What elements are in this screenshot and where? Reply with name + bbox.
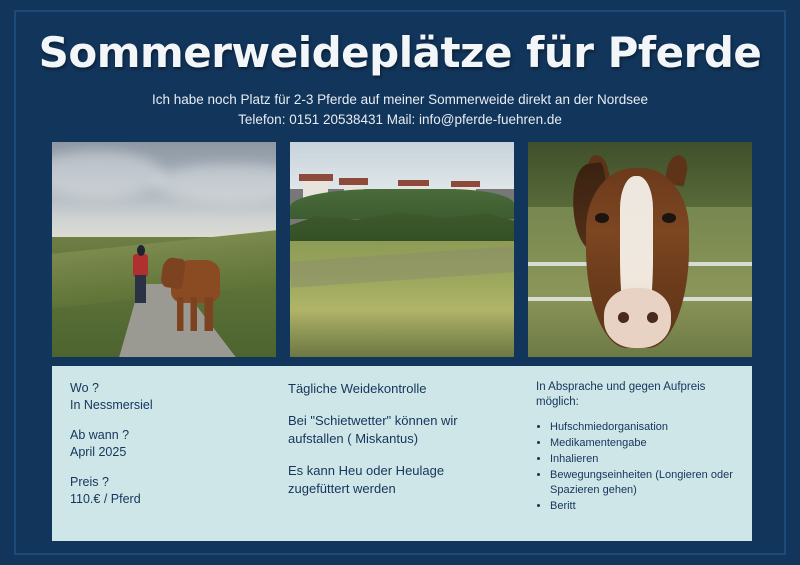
info-column-services <box>270 366 518 541</box>
service-paragraph: Es kann Heu oder Heulage zugefüttert werden <box>288 463 445 496</box>
photo-strip <box>52 142 752 357</box>
detail-question: Ab wann ? <box>70 428 130 442</box>
person-head <box>137 245 145 256</box>
subtitle-line-1: Ich habe noch Platz für 2-3 Pferde auf meiner Sommerweide direkt an der Nordsee <box>151 92 648 107</box>
info-column-extras <box>518 366 752 541</box>
detail-start-date <box>70 427 254 461</box>
service-paragraph: Tägliche Weidekontrolle <box>288 381 427 396</box>
detail-answer: April 2025 <box>70 445 127 459</box>
info-panel <box>52 366 752 541</box>
detail-answer: 110.€ / Pferd <box>70 492 141 506</box>
list-item: • Medikamentengabe <box>550 436 736 451</box>
photo-dike-path-with-person-and-horse <box>52 142 276 357</box>
list-item: • Hufschmiedorganisation <box>550 420 736 435</box>
list-item: • Inhalieren <box>550 452 736 467</box>
service-paragraph: Bei "Schietwetter" können wir aufstallen ( Miskantus) <box>288 413 458 446</box>
detail-answer: In Nessmersiel <box>70 398 153 412</box>
page-title: Sommerweideplätze für Pferde <box>38 28 762 77</box>
detail-question: Preis ? <box>70 475 109 489</box>
detail-price <box>70 474 254 508</box>
list-item: • Beritt <box>550 499 736 514</box>
roof <box>299 174 333 181</box>
horse-neck <box>160 257 186 290</box>
person-torso <box>133 254 149 278</box>
foreground-shadow <box>290 310 514 357</box>
horse-nostril-left <box>618 312 629 323</box>
person-legs <box>135 275 146 303</box>
horse-eye-right <box>662 213 675 223</box>
info-column-details <box>52 366 270 541</box>
list-item: • Bewegungseinheiten (Longieren oder Spazieren gehen) <box>550 468 736 498</box>
roof <box>451 181 480 187</box>
horse-eye-left <box>595 213 608 223</box>
roof <box>339 178 368 185</box>
horse-legs <box>177 297 213 331</box>
subtitle-line-2: Telefon: 0151 20538431 Mail: info@pferde-fuehren.de <box>238 112 562 127</box>
horse-muzzle <box>604 288 671 348</box>
extras-list <box>536 420 736 514</box>
extras-heading: In Absprache und gegen Aufpreis möglich: <box>536 381 706 408</box>
subtitle <box>0 90 800 130</box>
photo-brown-horse-portrait-with-blaze <box>528 142 752 357</box>
horse-nostril-right <box>647 312 658 323</box>
detail-question: Wo ? <box>70 381 99 395</box>
photo-meadow-with-hedge-and-houses <box>290 142 514 357</box>
detail-location <box>70 380 254 414</box>
roof <box>398 180 429 186</box>
